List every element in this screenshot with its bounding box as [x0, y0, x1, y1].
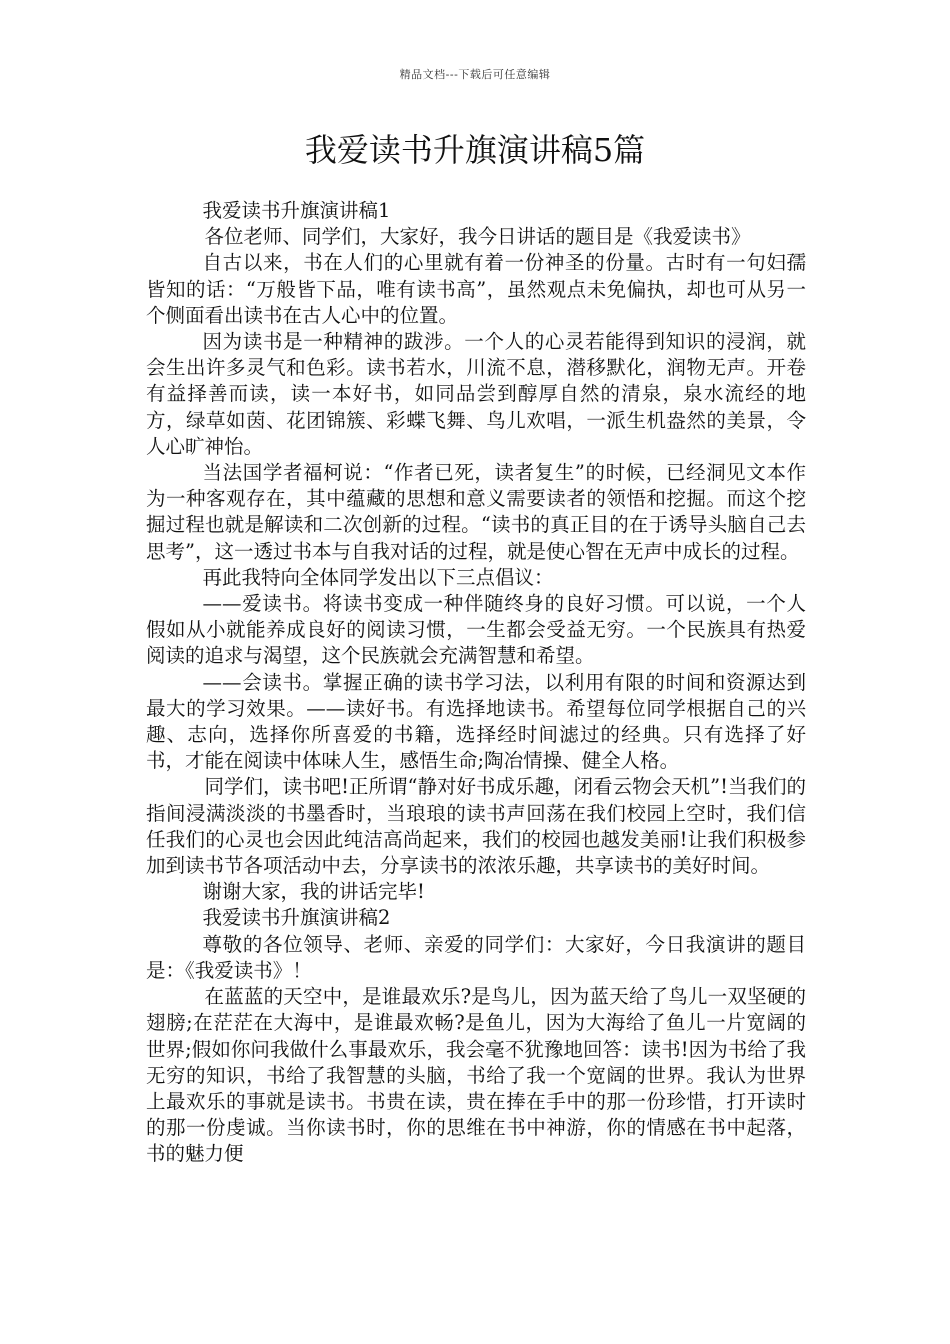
document-title: 我爱读书升旗演讲稿5篇 — [304, 131, 646, 169]
section-heading-2: 我爱读书升旗演讲稿2 — [202, 906, 391, 930]
paragraph: 再此我特向全体同学发出以下三点倡议： — [202, 565, 554, 589]
paragraph: 谢谢大家，我的讲话完毕! — [202, 880, 425, 904]
paragraph: 自古以来，书在人们的心里就有着一份神圣的份量。古时有一句妇孺皆知的话：“万般皆下品，唯有读书高”，虽然观点未免偏执，却也可从另一个侧面看出读书在古人心中的位置。 — [146, 251, 806, 327]
document-body — [146, 198, 806, 1168]
page-header: 精品文档---下载后可任意编辑 — [399, 68, 551, 81]
paragraph: 因为读书是一种精神的跋涉。一个人的心灵若能得到知识的浸润，就会生出许多灵气和色彩。读书若水，川流不息，潜移默化，润物无声。开卷有益择善而读，读一本好书，如同品尝到醇厚自然的清泉，泉水流经的地方，绿草如茵、花团锦簇、彩蝶飞舞、鸟儿欢唱，一派生机盎然的美景，令人心旷神怡。 — [146, 330, 806, 458]
paragraph: 尊敬的各位领导、老师、亲爱的同学们：大家好，今日我演讲的题目是：《我爱读书》！ — [146, 932, 806, 982]
paragraph: ——爱读书。将读书变成一种伴随终身的良好习惯。可以说，一个人假如从小就能养成良好的阅读习惯，一生都会受益无穷。一个民族具有热爱阅读的追求与渴望，这个民族就会充满智慧和希望。 — [146, 592, 806, 668]
paragraph: 在蓝蓝的天空中，是谁最欢乐?是鸟儿，因为蓝天给了鸟儿一双坚硬的翅膀;在茫茫在大海中，是谁最欢畅?是鱼儿，因为大海给了鱼儿一片宽阔的世界;假如你问我做什么事最欢乐，我会毫不犹豫地回答：读书!因为书给了我无穷的知识，书给了我智慧的头脑，书给了我一个宽阔的世界。我认为世界上最欢乐的事就是读书。书贵在读，贵在捧在手中的那一份珍惜，打开读时的那一份虔诚。当你读书时，你的思维在书中神游，你的情感在书中起落，书的魅力便 — [146, 985, 806, 1166]
paragraph: ——会读书。掌握正确的读书学习法，以利用有限的时间和资源达到最大的学习效果。——读好书。有选择地读书。希望每位同学根据自己的兴趣、志向，选择你所喜爱的书籍，选择经时间滤过的经典。只有选择了好书，才能在阅读中体味人生，感悟生命;陶冶情操、健全人格。 — [146, 670, 806, 773]
section-heading-1: 我爱读书升旗演讲稿1 — [202, 199, 391, 222]
paragraph: 各位老师、同学们，大家好，我今日讲话的题目是《我爱读书》 — [204, 225, 751, 249]
paragraph: 当法国学者福柯说：“作者已死，读者复生”的时候，已经洞见文本作为一种客观存在，其中蕴藏的思想和意义需要读者的领悟和挖掘。而这个挖掘过程也就是解读和二次创新的过程。“读书的真正目的在于诱导头脑自己去思考”，这一透过书本与自我对话的过程，就是使心智在无声中成长的过程。 — [146, 461, 806, 563]
paragraph: 同学们，读书吧!正所谓“静对好书成乐趣，闭看云物会天机”!当我们的指间浸满淡淡的书墨香时，当琅琅的读书声回荡在我们校园上空时，我们信任我们的心灵也会因此纯洁高尚起来，我们的校园也越发美丽!让我们积极参加到读书节各项活动中去，分享读书的浓浓乐趣，共享读书的美好时间。 — [146, 775, 806, 878]
